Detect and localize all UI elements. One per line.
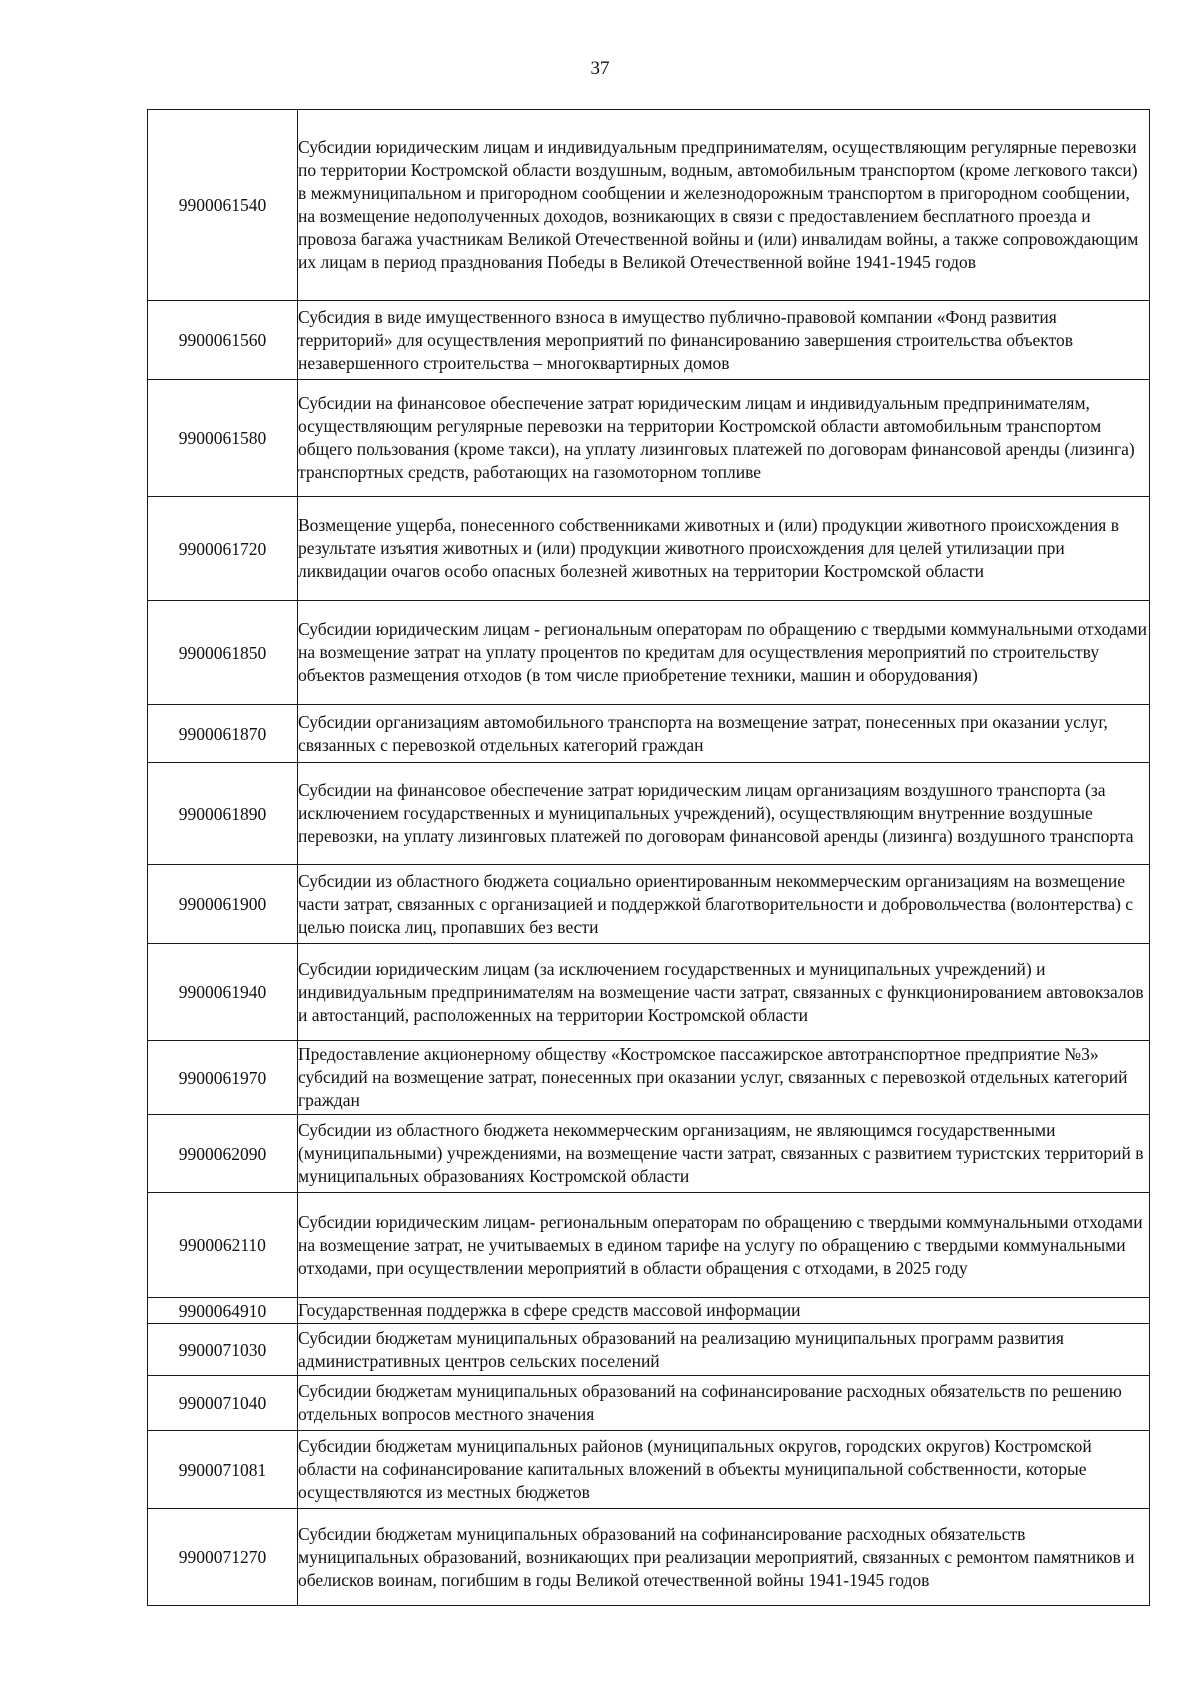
budget-code: 9900061720 [148,497,298,601]
table-row [148,1115,1150,1193]
expense-description: Субсидия в виде имущественного взноса в имущество публично-правовой компании «Фонд развития территорий» для осуществления мероприятий по финансированию завершения строительства объектов незавершенного строительства – многоквартирных домов [298,301,1150,380]
expense-description: Субсидии на финансовое обеспечение затрат юридическим лицам и индивидуальным предпринимателям, осуществляющим регулярные перевозки на территории Костромской области автомобильным транспортом общего пользования (кроме такси), на уплату лизинговых платежей по договорам финансовой аренды (лизинга) транспортных средств, работающих на газомоторном топливе [298,380,1150,497]
expense-description: Субсидии юридическим лицам и индивидуальным предпринимателям, осуществляющим регулярные перевозки по территории Костромской области воздушным, водным, автомобильным транспортом (кроме легкового такси) в межмуниципальном и пригородном сообщении и железнодорожным транспортом в пригородном сообщении, на возмещение недополученных доходов, возникающих в связи с предоставлением бесплатного проезда и провоза багажа участникам Великой Отечественной войны и (или) инвалидам войны, а также сопровождающим их лицам в период празднования Победы в Великой Отечественной войне 1941-1945 годов [298,110,1150,301]
budget-code: 9900061850 [148,601,298,705]
table-row [148,763,1150,865]
table-row [148,301,1150,380]
budget-code: 9900071030 [148,1324,298,1376]
expense-description: Государственная поддержка в сфере средств массовой информации [298,1298,1150,1324]
table-row [148,1509,1150,1606]
expense-description: Субсидии бюджетам муниципальных образований на реализацию муниципальных программ развития административных центров сельских поселений [298,1324,1150,1376]
budget-code: 9900061890 [148,763,298,865]
budget-code: 9900071081 [148,1431,298,1509]
budget-code: 9900061970 [148,1041,298,1115]
table-row [148,1324,1150,1376]
expense-description: Субсидии юридическим лицам - региональным операторам по обращению с твердыми коммунальными отходами на возмещение затрат на уплату процентов по кредитам для осуществления мероприятий по строительству объектов размещения отходов (в том числе приобретение техники, машин и оборудования) [298,601,1150,705]
budget-code: 9900061900 [148,865,298,944]
expense-description: Субсидии бюджетам муниципальных образований на софинансирование расходных обязательств муниципальных образований, возникающих при реализации мероприятий, связанных с ремонтом памятников и обелисков воинам, погибшим в годы Великой отечественной войны 1941-1945 годов [298,1509,1150,1606]
table-row [148,601,1150,705]
budget-code: 9900061940 [148,944,298,1041]
expense-description: Возмещение ущерба, понесенного собственниками животных и (или) продукции животного происхождения в результате изъятия животных и (или) продукции животного происхождения для целей утилизации при ликвидации очагов особо опасных болезней животных на территории Костромской области [298,497,1150,601]
table-row [148,1376,1150,1431]
expense-description: Субсидии юридическим лицам- региональным операторам по обращению с твердыми коммунальными отходами на возмещение затрат, не учитываемых в едином тарифе на услугу по обращению с твердыми коммунальными отходами, при осуществлении мероприятий в области обращения с отходами, в 2025 году [298,1193,1150,1298]
table-row [148,110,1150,301]
table-row [148,944,1150,1041]
table-row [148,1431,1150,1509]
expense-description: Субсидии на финансовое обеспечение затрат юридическим лицам организациям воздушного транспорта (за исключением государственных и муниципальных учреждений), осуществляющим внутренние воздушные перевозки, на уплату лизинговых платежей по договорам финансовой аренды (лизинга) воздушного транспорта [298,763,1150,865]
budget-code: 9900061580 [148,380,298,497]
table-row [148,380,1150,497]
expense-description: Предоставление акционерному обществу «Костромское пассажирское автотранспортное предприятие №3» субсидий на возмещение затрат, понесенных при оказании услуг, связанных с перевозкой отдельных категорий граждан [298,1041,1150,1115]
budget-code: 9900071270 [148,1509,298,1606]
expense-description: Субсидии организациям автомобильного транспорта на возмещение затрат, понесенных при оказании услуг, связанных с перевозкой отдельных категорий граждан [298,705,1150,763]
budget-codes-table [147,109,1150,1606]
table-row [148,865,1150,944]
budget-code: 9900062110 [148,1193,298,1298]
budget-code: 9900064910 [148,1298,298,1324]
expense-description: Субсидии бюджетам муниципальных районов (муниципальных округов, городских округов) Костромской области на софинансирование капитальных вложений в объекты муниципальной собственности, которые осуществляются из местных бюджетов [298,1431,1150,1509]
expense-description: Субсидии юридическим лицам (за исключением государственных и муниципальных учреждений) и индивидуальным предпринимателям на возмещение части затрат, связанных с функционированием автовокзалов и автостанций, расположенных на территории Костромской области [298,944,1150,1041]
page-number: 37 [590,58,610,79]
table-row [148,497,1150,601]
budget-code: 9900061560 [148,301,298,380]
table-row [148,1193,1150,1298]
table-row [148,705,1150,763]
expense-description: Субсидии из областного бюджета некоммерческим организациям, не являющимся государственными (муниципальными) учреждениями, на возмещение части затрат, связанных с развитием туристских территорий в муниципальных образованиях Костромской области [298,1115,1150,1193]
budget-code: 9900062090 [148,1115,298,1193]
budget-code: 9900071040 [148,1376,298,1431]
table-row [148,1041,1150,1115]
budget-code: 9900061870 [148,705,298,763]
budget-code: 9900061540 [148,110,298,301]
expense-description: Субсидии бюджетам муниципальных образований на софинансирование расходных обязательств по решению отдельных вопросов местного значения [298,1376,1150,1431]
table-row [148,1298,1150,1324]
expense-description: Субсидии из областного бюджета социально ориентированным некоммерческим организациям на возмещение части затрат, связанных с организацией и поддержкой благотворительности и добровольчества (волонтерства) с целью поиска лиц, пропавших без вести [298,865,1150,944]
